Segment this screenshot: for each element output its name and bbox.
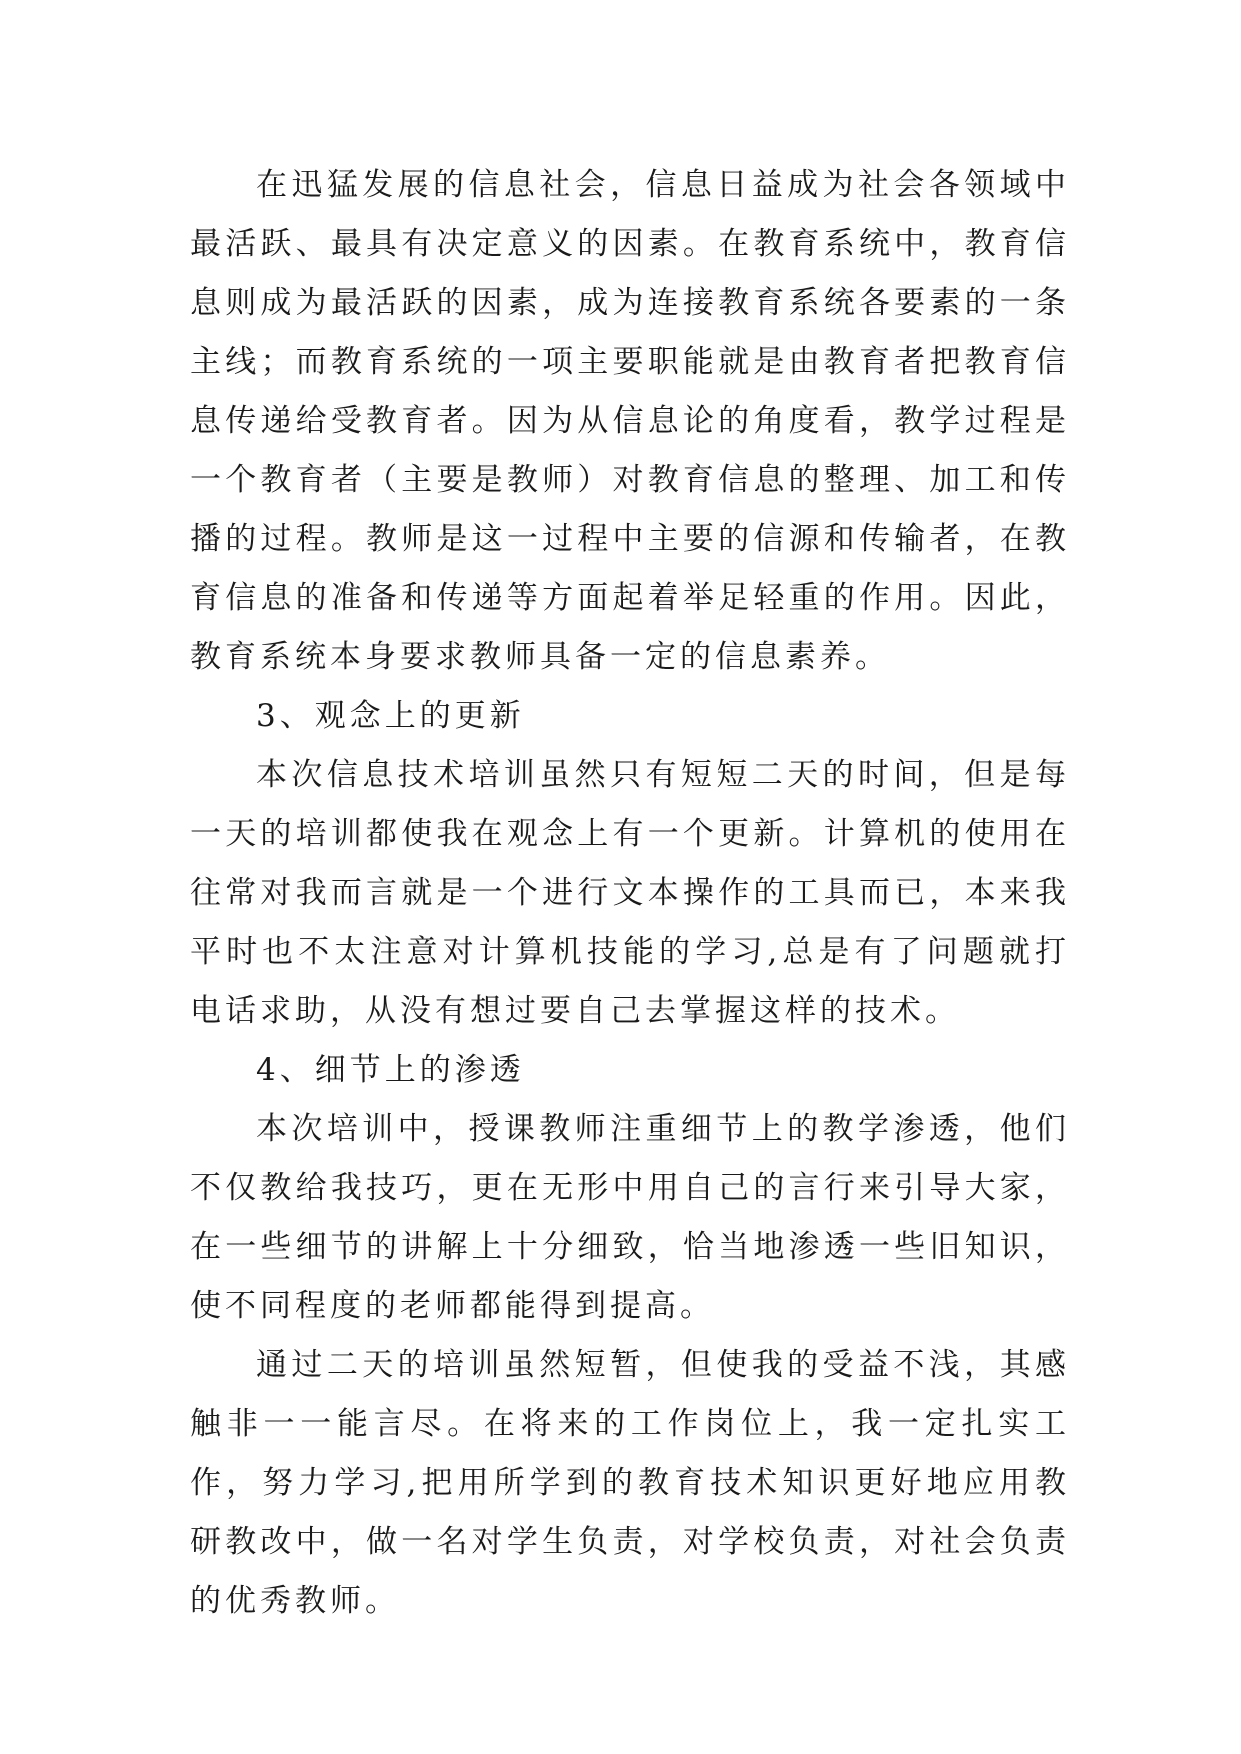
document-body: [190, 156, 1070, 1631]
heading-concept-update: 3、观念上的更新: [256, 698, 525, 734]
heading-detail-penetration: 4、细节上的渗透: [256, 1052, 525, 1088]
paragraph-detail-penetration: 本次培训中，授课教师注重细节上的教学渗透，他们不仅教给我技巧，更在无形中用自己的言行来引导大家，在一些细节的讲解上十分细致，恰当地渗透一些旧知识，使不同程度的老师都能得到提高。: [190, 1111, 1070, 1324]
paragraph-conclusion: 通过二天的培训虽然短暂，但使我的受益不浅，其感触非一一能言尽。在将来的工作岗位上，我一定扎实工作，努力学习,把用所学到的教育技术知识更好地应用教研教改中，做一名对学生负责，对学校负责，对社会负责的优秀教师。: [190, 1347, 1070, 1619]
paragraph-concept-update: 本次信息技术培训虽然只有短短二天的时间，但是每一天的培训都使我在观念上有一个更新。计算机的使用在往常对我而言就是一个进行文本操作的工具而已，本来我平时也不太注意对计算机技能的学习,总是有了问题就打电话求助，从没有想过要自己去掌握这样的技术。: [190, 757, 1070, 1029]
paragraph-information-society: 在迅猛发展的信息社会，信息日益成为社会各领域中最活跃、最具有决定意义的因素。在教育系统中，教育信息则成为最活跃的因素，成为连接教育系统各要素的一条主线；而教育系统的一项主要职能就是由教育者把教育信息传递给受教育者。因为从信息论的角度看，教学过程是一个教育者（主要是教师）对教育信息的整理、加工和传播的过程。教师是这一过程中主要的信源和传输者，在教育信息的准备和传递等方面起着举足轻重的作用。因此，教育系统本身要求教师具备一定的信息素养。: [190, 167, 1070, 675]
